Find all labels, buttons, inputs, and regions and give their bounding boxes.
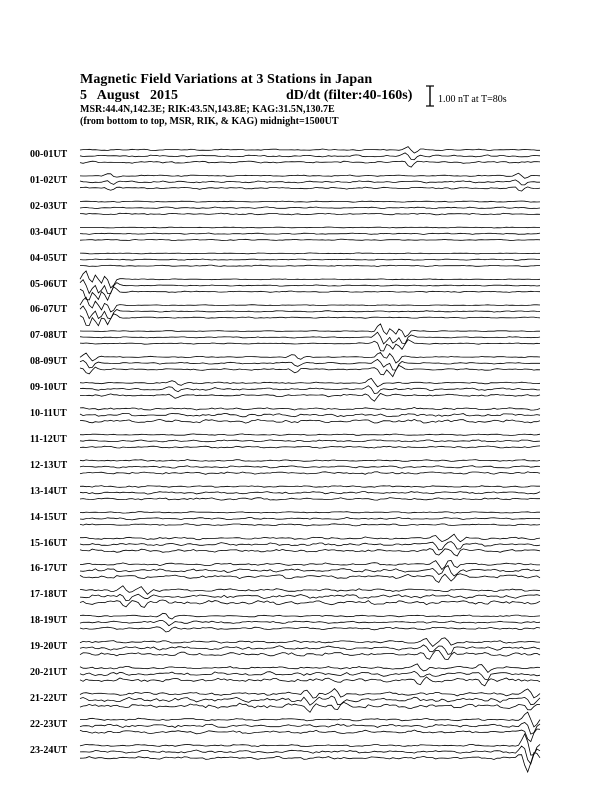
hour-label: 12-13UT xyxy=(30,459,68,471)
trace-msr-23-24ut xyxy=(80,753,540,772)
hour-label: 08-09UT xyxy=(30,356,68,368)
trace-rik-18-19ut xyxy=(80,621,540,626)
trace-msr-06-07ut xyxy=(80,314,540,326)
trace-msr-20-21ut xyxy=(80,677,540,686)
trace-kag-08-09ut xyxy=(80,353,540,364)
trace-kag-21-22ut xyxy=(80,689,540,699)
trace-msr-19-20ut xyxy=(80,650,540,659)
trace-kag-09-10ut xyxy=(80,378,540,386)
trace-kag-15-16ut xyxy=(80,534,540,542)
station-coordinates: MSR:44.4N,142.3E; RIK:43.5N,143.8E; KAG:31.5N,130.7E xyxy=(80,104,335,115)
trace-kag-11-12ut xyxy=(80,434,540,436)
hour-label: 06-07UT xyxy=(30,304,68,316)
trace-rik-00-01ut xyxy=(80,153,540,160)
trace-kag-03-04ut xyxy=(80,227,540,228)
hour-label: 01-02UT xyxy=(30,174,68,186)
hour-label: 23-24UT xyxy=(30,744,68,756)
hour-label: 07-08UT xyxy=(30,330,68,342)
trace-msr-00-01ut xyxy=(80,161,540,167)
hour-label: 17-18UT xyxy=(30,589,68,601)
hour-label: 11-12UT xyxy=(30,433,67,445)
trace-kag-01-02ut xyxy=(80,173,540,178)
hour-label: 02-03UT xyxy=(30,200,68,212)
trace-msr-16-17ut xyxy=(80,574,540,583)
trace-msr-22-23ut xyxy=(80,729,540,742)
hour-label: 00-01UT xyxy=(30,149,68,160)
hour-label: 04-05UT xyxy=(30,252,68,264)
trace-rik-23-24ut xyxy=(80,746,540,764)
chart-title: Magnetic Field Variations at 3 Stations in Japan xyxy=(80,72,373,87)
trace-kag-16-17ut xyxy=(80,561,540,570)
trace-rik-07-08ut xyxy=(80,332,540,344)
trace-kag-13-14ut xyxy=(80,486,540,488)
trace-msr-11-12ut xyxy=(80,446,540,448)
trace-rik-22-23ut xyxy=(80,723,540,735)
trace-rik-04-05ut xyxy=(80,259,540,260)
trace-kag-20-21ut xyxy=(80,664,540,673)
trace-msr-02-03ut xyxy=(80,213,540,215)
trace-msr-17-18ut xyxy=(80,600,540,607)
chart-date: 5 August 2015 xyxy=(80,88,179,103)
trace-kag-17-18ut xyxy=(80,586,540,595)
hour-label: 20-21UT xyxy=(30,667,68,678)
hour-label: 13-14UT xyxy=(30,485,68,497)
trace-kag-18-19ut xyxy=(80,613,540,619)
trace-kag-06-07ut xyxy=(80,297,540,312)
trace-msr-03-04ut xyxy=(80,239,540,240)
trace-msr-15-16ut xyxy=(80,549,540,556)
trace-msr-07-08ut xyxy=(80,340,540,351)
trace-kag-12-13ut xyxy=(80,460,540,462)
trace-kag-14-15ut xyxy=(80,512,540,513)
trace-rik-10-11ut xyxy=(80,413,540,416)
hour-label: 21-22UT xyxy=(30,692,68,704)
scale-label: 1.00 nT at T=80s xyxy=(438,94,507,105)
trace-msr-09-10ut xyxy=(80,393,540,401)
trace-msr-01-02ut xyxy=(80,187,540,191)
trace-rik-15-16ut xyxy=(80,542,540,550)
series-order-note: (from bottom to top, MSR, RIK, & KAG) midnight=1500UT xyxy=(80,116,339,127)
trace-msr-08-09ut xyxy=(80,365,540,376)
trace-msr-21-22ut xyxy=(80,702,540,712)
hour-label: 10-11UT xyxy=(30,408,67,419)
trace-msr-13-14ut xyxy=(80,498,540,501)
hour-label: 03-04UT xyxy=(30,226,68,238)
trace-kag-00-01ut xyxy=(80,147,540,153)
hour-label: 19-20UT xyxy=(30,641,68,653)
trace-rik-09-10ut xyxy=(80,386,540,394)
trace-rik-01-02ut xyxy=(80,180,540,185)
trace-rik-11-12ut xyxy=(80,440,540,442)
trace-msr-14-15ut xyxy=(80,524,540,526)
trace-kag-19-20ut xyxy=(80,638,540,647)
trace-msr-10-11ut xyxy=(80,419,540,423)
trace-kag-10-11ut xyxy=(80,407,540,410)
trace-kag-02-03ut xyxy=(80,201,540,202)
hour-label: 14-15UT xyxy=(30,511,68,523)
hour-label: 05-06UT xyxy=(30,278,68,290)
trace-msr-05-06ut xyxy=(80,287,540,300)
trace-rik-12-13ut xyxy=(80,466,540,468)
trace-msr-18-19ut xyxy=(80,627,540,632)
trace-rik-02-03ut xyxy=(80,207,540,209)
trace-rik-19-20ut xyxy=(80,645,540,655)
trace-rik-20-21ut xyxy=(80,671,540,680)
hour-label: 09-10UT xyxy=(30,382,68,394)
trace-rik-21-22ut xyxy=(80,696,540,705)
hour-label: 22-23UT xyxy=(30,718,68,730)
trace-rik-03-04ut xyxy=(80,233,540,235)
trace-rik-16-17ut xyxy=(80,566,540,577)
trace-msr-12-13ut xyxy=(80,472,540,475)
trace-rik-14-15ut xyxy=(80,517,540,520)
hour-label: 18-19UT xyxy=(30,615,68,627)
chart-filter: dD/dt (filter:40-160s) xyxy=(286,88,413,103)
trace-rik-08-09ut xyxy=(80,359,540,370)
hour-label: 16-17UT xyxy=(30,563,68,575)
hour-label: 15-16UT xyxy=(30,537,68,549)
trace-rik-17-18ut xyxy=(80,594,540,601)
trace-rik-13-14ut xyxy=(80,492,540,495)
trace-msr-04-05ut xyxy=(80,265,540,267)
trace-kag-07-08ut xyxy=(80,324,540,337)
trace-kag-04-05ut xyxy=(80,253,540,254)
